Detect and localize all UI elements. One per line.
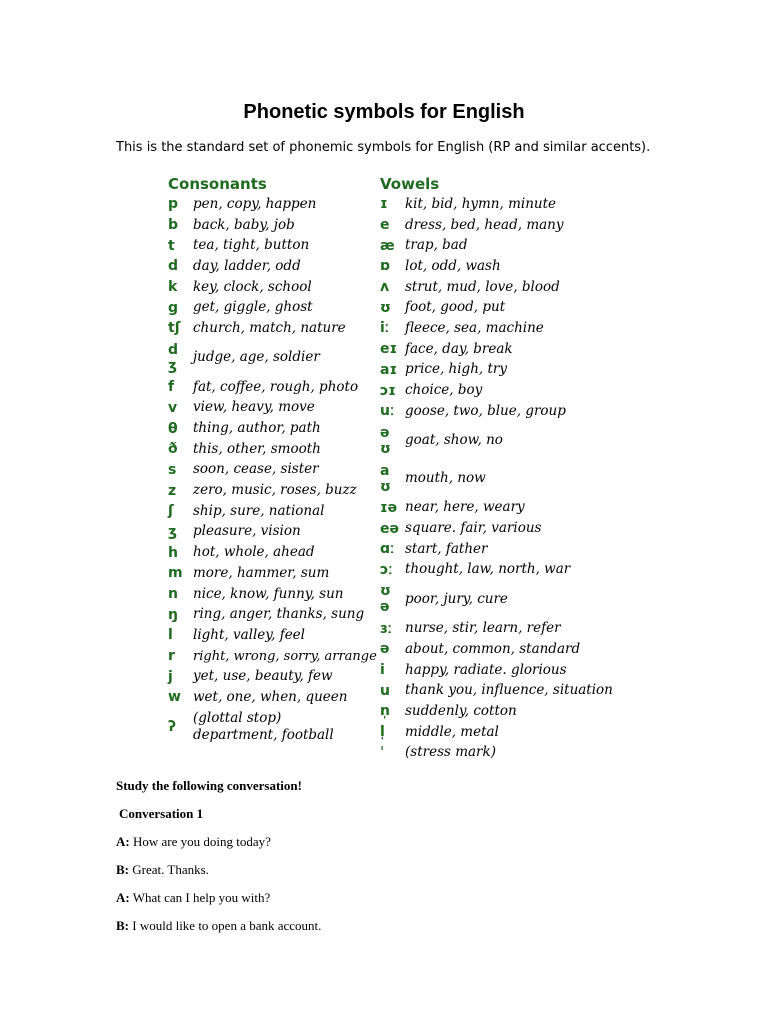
symbol: v	[168, 399, 178, 416]
symbol: n	[168, 586, 178, 603]
vowel-row	[380, 660, 620, 681]
line-text: I would like to open a bank account.	[132, 918, 322, 933]
speaker: B:	[116, 918, 129, 933]
vowel-row	[380, 339, 620, 360]
consonant-row	[168, 277, 378, 298]
examples: nurse, stir, learn, refer	[405, 620, 561, 637]
consonant-row	[168, 235, 378, 256]
examples: wet, one, when, queen	[193, 688, 348, 705]
consonant-row	[168, 377, 378, 398]
symbol: n̩	[380, 703, 390, 720]
vowel-row	[380, 380, 620, 401]
examples: about, common, standard	[405, 640, 581, 657]
speaker: A:	[116, 890, 130, 905]
symbol: h	[168, 544, 178, 561]
symbol: z	[168, 482, 177, 499]
vowel-row	[380, 277, 620, 298]
symbol: m	[168, 565, 183, 582]
consonant-row	[168, 339, 378, 377]
consonant-row	[168, 625, 378, 646]
symbol: t	[168, 237, 175, 254]
symbol: əʊ	[380, 424, 391, 457]
examples: this, other, smooth	[193, 440, 321, 457]
vowel-row	[380, 498, 620, 519]
vowel-row	[380, 701, 620, 722]
examples: dress, bed, head, many	[405, 216, 564, 233]
consonant-row	[168, 687, 378, 708]
vowel-row	[380, 460, 620, 498]
symbol: b	[168, 217, 179, 234]
consonant-row	[168, 522, 378, 543]
consonants-heading: Consonants	[168, 175, 267, 193]
symbol: l̩	[380, 724, 385, 741]
examples: (glottal stop)	[193, 709, 282, 726]
symbol: ɑː	[380, 541, 395, 558]
examples: church, match, nature	[193, 319, 346, 336]
symbol: aɪ	[380, 361, 398, 378]
examples: pen, copy, happen	[193, 195, 317, 212]
line-text: Great. Thanks.	[132, 862, 209, 877]
speaker: A:	[116, 834, 130, 849]
consonant-row	[168, 439, 378, 460]
symbol: dʒ	[168, 341, 179, 374]
symbol: ɪ	[380, 196, 388, 213]
examples: day, ladder, odd	[193, 257, 301, 274]
consonant-row	[168, 297, 378, 318]
line-text: What can I help you with?	[132, 890, 271, 905]
symbol: w	[168, 689, 181, 706]
symbol: k	[168, 279, 178, 296]
symbol: p	[168, 196, 179, 213]
symbol: iː	[380, 320, 390, 337]
examples: ring, anger, thanks, sung	[193, 606, 365, 623]
symbol: tʃ	[168, 320, 181, 337]
examples: poor, jury, cure	[405, 590, 508, 607]
examples: nice, know, funny, sun	[193, 585, 344, 602]
symbol: eɪ	[380, 341, 398, 358]
conversation-heading: Conversation 1	[119, 806, 204, 821]
symbol: ɪə	[380, 499, 398, 516]
vowel-row	[380, 639, 620, 660]
examples: face, day, break	[405, 340, 513, 357]
examples: goat, show, no	[405, 432, 503, 449]
line-text: How are you doing today?	[132, 834, 271, 849]
consonant-row	[168, 418, 378, 439]
vowel-row	[380, 256, 620, 277]
symbol: ɒ	[380, 258, 391, 275]
vowel-row	[380, 539, 620, 560]
conversation-line	[116, 862, 209, 878]
examples: light, valley, feel	[193, 626, 305, 643]
symbol: ʔ	[168, 718, 177, 735]
examples: near, here, weary	[405, 499, 525, 516]
examples: thing, author, path	[193, 420, 321, 437]
conversation-line	[116, 834, 271, 850]
symbol: ʌ	[380, 279, 390, 296]
symbol: ʊə	[380, 583, 391, 616]
vowel-row	[380, 722, 620, 743]
symbol: d	[168, 258, 179, 275]
symbol: ɜː	[380, 620, 393, 637]
examples: middle, metal	[405, 723, 499, 740]
vowel-row	[380, 194, 620, 215]
consonant-row	[168, 563, 378, 584]
examples: (stress mark)	[405, 744, 496, 761]
symbol: eə	[380, 520, 399, 537]
consonant-row	[168, 480, 378, 501]
consonant-row	[168, 194, 378, 215]
symbol: θ	[168, 420, 178, 437]
examples: soon, cease, sister	[193, 461, 319, 478]
examples: mouth, now	[405, 470, 486, 487]
symbol: ŋ	[168, 606, 178, 623]
consonant-row	[168, 584, 378, 605]
consonant-row	[168, 708, 378, 746]
vowel-row	[380, 360, 620, 381]
consonant-row	[168, 398, 378, 419]
examples: view, heavy, move	[193, 399, 315, 416]
vowel-row	[380, 297, 620, 318]
examples: yet, use, beauty, few	[193, 668, 333, 685]
conversation-line	[116, 918, 321, 934]
symbol: l	[168, 627, 173, 644]
examples: strut, mud, love, blood	[405, 278, 560, 295]
symbol: ɔɪ	[380, 382, 396, 399]
conversation-line	[116, 890, 270, 906]
examples: price, high, try	[405, 361, 507, 378]
examples: ship, sure, national	[193, 502, 325, 519]
examples: more, hammer, sum	[193, 564, 330, 581]
symbol: uː	[380, 403, 395, 420]
symbol: ʊ	[380, 299, 391, 316]
consonants-column	[168, 174, 378, 746]
symbol: ð	[168, 441, 178, 458]
vowel-row	[380, 680, 620, 701]
symbol: r	[168, 648, 175, 665]
vowel-row	[380, 580, 620, 618]
examples: suddenly, cotton	[405, 702, 517, 719]
examples: back, baby, job	[193, 216, 295, 233]
examples: fleece, sea, machine	[405, 319, 544, 336]
vowel-row	[380, 235, 620, 256]
symbol: s	[168, 461, 177, 478]
examples: thought, law, north, war	[405, 561, 571, 578]
symbol: ʃ	[168, 503, 174, 520]
examples: zero, music, roses, buzz	[193, 482, 357, 499]
examples: judge, age, soldier	[193, 349, 320, 366]
symbol: ɔː	[380, 561, 394, 578]
examples: right, wrong, sorry, arrange	[193, 648, 377, 664]
symbol: i	[380, 662, 385, 679]
examples: fat, coffee, rough, photo	[193, 378, 359, 395]
examples-2: department, football	[193, 726, 334, 743]
consonant-row	[168, 646, 378, 667]
examples: tea, tight, button	[193, 237, 310, 254]
symbol: u	[380, 682, 390, 699]
examples: hot, whole, ahead	[193, 544, 315, 561]
consonants-list	[168, 194, 378, 746]
examples: happy, radiate. glorious	[405, 661, 567, 678]
symbol: ˈ	[380, 744, 385, 761]
speaker: B:	[116, 862, 129, 877]
vowel-row	[380, 618, 620, 639]
symbol: f	[168, 379, 175, 396]
examples: trap, bad	[405, 237, 468, 254]
vowels-list	[380, 194, 620, 763]
examples-group	[193, 710, 334, 744]
examples: pleasure, vision	[193, 523, 301, 540]
consonant-row	[168, 318, 378, 339]
symbol: e	[380, 217, 390, 234]
examples: square. fair, various	[405, 520, 542, 537]
examples: key, clock, school	[193, 278, 312, 295]
vowel-row	[380, 318, 620, 339]
vowels-heading: Vowels	[380, 175, 440, 193]
consonant-row	[168, 256, 378, 277]
vowel-row	[380, 215, 620, 236]
examples: get, giggle, ghost	[193, 299, 313, 316]
symbol: g	[168, 299, 179, 316]
vowel-row	[380, 742, 620, 763]
consonant-row	[168, 666, 378, 687]
vowels-column	[380, 174, 620, 763]
consonant-row	[168, 215, 378, 236]
consonant-row	[168, 460, 378, 481]
symbol: ə	[380, 641, 390, 658]
examples: thank you, influence, situation	[405, 682, 613, 699]
symbol: j	[168, 668, 173, 685]
consonant-row	[168, 501, 378, 522]
vowel-row	[380, 560, 620, 581]
examples: choice, boy	[405, 382, 483, 399]
symbol: aʊ	[380, 462, 391, 495]
vowel-row	[380, 518, 620, 539]
symbol: ʒ	[168, 523, 177, 540]
consonant-row	[168, 604, 378, 625]
vowel-row	[380, 422, 620, 460]
intro-text: This is the standard set of phonemic symbols for English (RP and similar accents).	[116, 140, 651, 155]
symbol: æ	[380, 237, 395, 254]
examples: foot, good, put	[405, 299, 506, 316]
examples: kit, bid, hymn, minute	[405, 195, 557, 212]
vowel-row	[380, 401, 620, 422]
examples: start, father	[405, 540, 488, 557]
examples: goose, two, blue, group	[405, 402, 566, 419]
conversation-instruction: Study the following conversation!	[116, 778, 302, 793]
examples: lot, odd, wash	[405, 257, 501, 274]
page-title: Phonetic symbols for English	[243, 101, 525, 123]
consonant-row	[168, 542, 378, 563]
